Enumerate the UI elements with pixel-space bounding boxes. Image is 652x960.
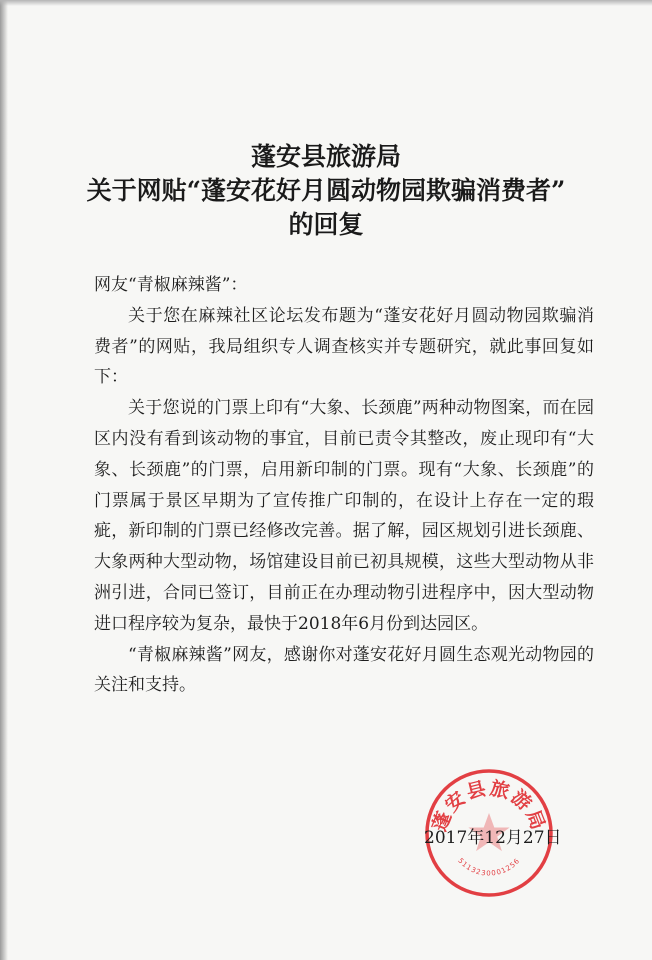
paragraph-response: 关于您说的门票上印有“大象、长颈鹿”两种动物图案，而在园区内没有看到该动物的事宜，目前已责令其整改，废止现印有“大象、长颈鹿”的门票，启用新印制的门票。现有“大象、长颈鹿”的门票属于景区早期为了宣传推广印制的，在设计上存在一定的瑕疵，新印制的门票已经修改完善。据了解，园区规划引进长颈鹿、大象两种大型动物，场馆建设目前已初具规模，这些大型动物从非洲引进，合同已签订，目前正在办理动物引进程序中，因大型动物进口程序较为复杂，最快于2018年6月份到达园区。 <box>94 398 594 634</box>
salutation: 网友“青椒麻辣酱”： <box>94 275 248 295</box>
title-line-3: 的回复 <box>288 210 364 239</box>
paragraph-intro: 关于您在麻辣社区论坛发布题为“蓬安花好月圆动物园欺骗消费者”的网贴，我局组织专人调查核实并专题研究，就此事回复如下： <box>94 305 594 388</box>
paragraph-thanks: “青椒麻辣酱”网友，感谢你对蓬安花好月圆生态观光动物园的关注和支持。 <box>94 644 594 696</box>
title-line-1: 蓬安县旅游局 <box>250 142 401 171</box>
document-date: 2017年12月27日 <box>424 828 562 848</box>
document-title <box>0 140 652 242</box>
svg-text:5113230001256 <box>456 857 521 878</box>
seal-code: 5113230001256 <box>456 856 522 878</box>
title-line-2: 关于网贴“蓬安花好月圆动物园欺骗消费者” <box>86 176 566 205</box>
seal-text: 蓬安县旅游局 <box>428 777 550 835</box>
document-body <box>94 270 594 701</box>
page-top-shadow <box>0 0 652 6</box>
